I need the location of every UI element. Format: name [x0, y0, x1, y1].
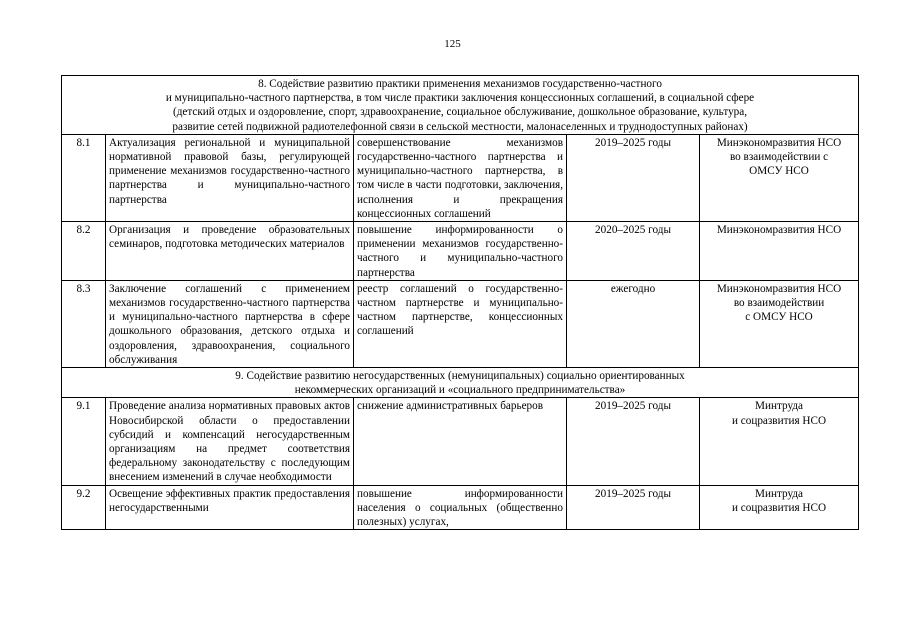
term-cell: 2019–2025 годы [567, 398, 700, 485]
section-heading-row [62, 76, 859, 135]
measure-cell: Организация и проведение образовательных семинаров, подготовка методических материалов [106, 222, 354, 281]
section-heading-8 [62, 76, 859, 135]
table-row [62, 398, 859, 485]
executor-line: и соцразвития НСО [732, 501, 827, 514]
executor-line: во взаимодействии [733, 297, 825, 310]
result-cell: совершенствование механизмов государственно-частного партнерства и муниципально-частного партнерства, в том числе в части подготовки, заключения, исполнения и прекращения концессионных соглашений [354, 134, 567, 221]
executor-line: Минтруда [755, 400, 803, 413]
row-number: 9.2 [62, 485, 106, 530]
measure-cell: Актуализация региональной и муниципальной нормативной правовой базы, регулирующей применение механизмов государственно-частного партнерства и муниципально-частного партнерства [106, 134, 354, 221]
heading-line: развитие сетей подвижной радиотелефонной связи в сельской местности, малонаселенных и труднодоступных районах) [172, 120, 748, 133]
result-cell: снижение административных барьеров [354, 398, 567, 485]
result-cell: повышение информированности о применении механизмов государственно-частного и муниципально-частного партнерства [354, 222, 567, 281]
executor-cell [700, 134, 859, 221]
term-cell: 2020–2025 годы [567, 222, 700, 281]
executor-line: Минэкономразвития НСО [716, 282, 842, 295]
executor-line: и соцразвития НСО [732, 414, 827, 427]
heading-line: 8. Содействие развитию практики применения механизмов государственно-частного [258, 78, 662, 90]
row-number: 8.2 [62, 222, 106, 281]
table-row [62, 485, 859, 530]
executor-line: с ОМСУ НСО [745, 311, 813, 324]
heading-line: некоммерческих организаций и «социального предпринимательства» [294, 384, 626, 397]
result-cell: повышение информированности населения о социальных (общественно полезных) услугах, [354, 485, 567, 530]
table-row [62, 222, 859, 281]
executor-cell [700, 398, 859, 485]
heading-line: 9. Содействие развитию негосударственных (немуниципальных) социально ориентированных [235, 370, 685, 383]
term-cell: ежегодно [567, 280, 700, 367]
row-number: 8.1 [62, 134, 106, 221]
section-heading-row [62, 368, 859, 398]
executor-line: Минтруда [755, 487, 803, 500]
section-heading-9 [62, 368, 859, 398]
executor-cell [700, 280, 859, 367]
result-cell: реестр соглашений о государственно-частном партнерстве и муниципально-частном партнерстве, концессионных соглашений [354, 280, 567, 367]
executor-line: Минэкономразвития НСО [716, 136, 842, 149]
measure-cell: Заключение соглашений с применением механизмов государственно-частного партнерства и муниципально-частного партнерства в сфере дошкольного образования, детского отдыха и оздоровления, здравоохранения, социального обслуживания [106, 280, 354, 367]
row-number: 9.1 [62, 398, 106, 485]
measure-cell: Проведение анализа нормативных правовых актов Новосибирской области о предоставлении субсидий и компенсаций негосударственным организациям на предмет соответствия федеральному законодательству с последующим внесением изменений в случае необходимости [106, 398, 354, 485]
row-number: 8.3 [62, 280, 106, 367]
term-cell: 2019–2025 годы [567, 134, 700, 221]
measures-table [61, 75, 859, 530]
page-number: 125 [444, 38, 461, 50]
term-cell: 2019–2025 годы [567, 485, 700, 530]
executor-cell [700, 485, 859, 530]
table-row [62, 134, 859, 221]
executor-cell [700, 222, 859, 281]
executor-line: Минэкономразвития НСО [716, 224, 842, 237]
executor-line: ОМСУ НСО [749, 165, 809, 178]
heading-line: (детский отдых и оздоровление, спорт, здравоохранение, социальное обслуживание, дошкольное образование, культура, [173, 106, 748, 119]
executor-line: во взаимодействии с [729, 151, 829, 164]
table-row [62, 280, 859, 367]
heading-line: и муниципально-частного партнерства, в том числе практики заключения концессионных соглашений, в социальной сфере [165, 92, 755, 105]
measure-cell: Освещение эффективных практик предоставления негосударственными [106, 485, 354, 530]
